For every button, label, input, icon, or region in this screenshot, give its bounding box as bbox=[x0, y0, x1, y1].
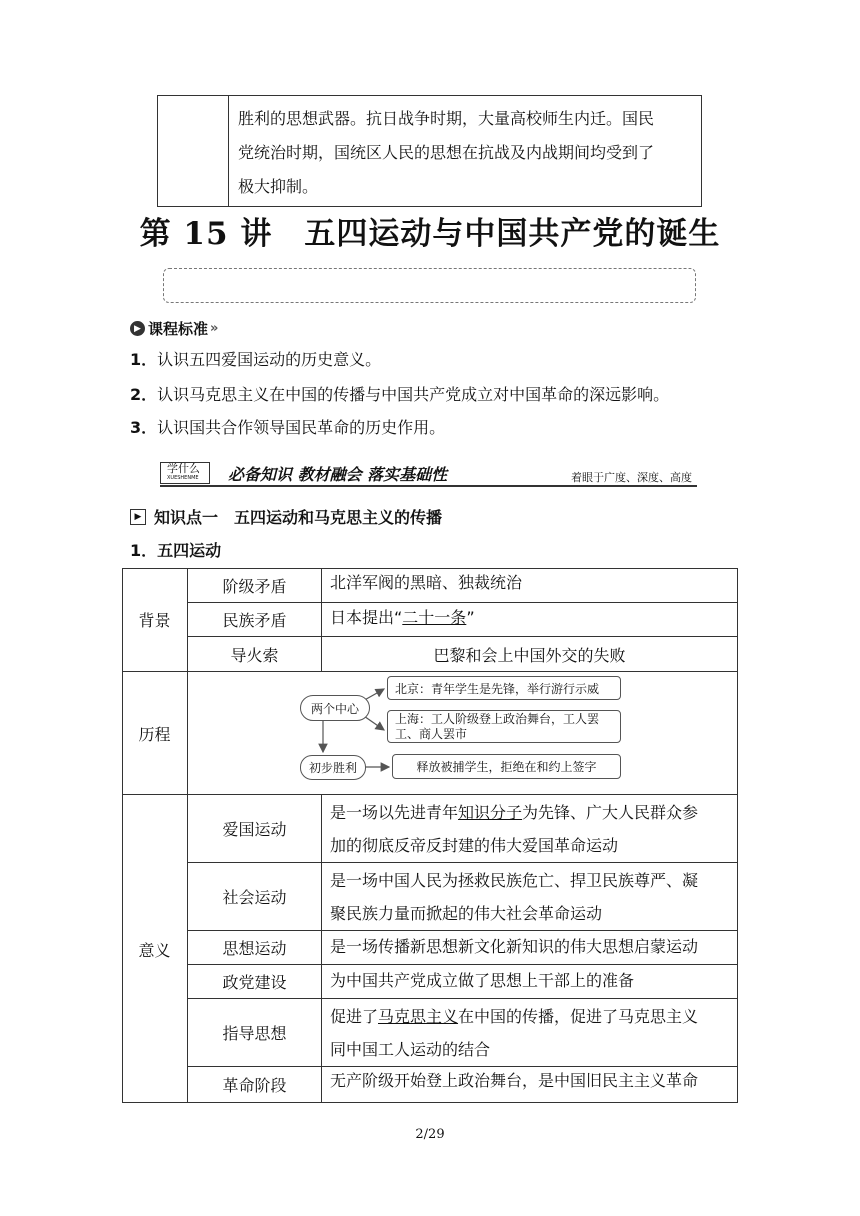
standards-heading-label: 课程标准 bbox=[148, 320, 209, 338]
value-text: ” bbox=[466, 608, 475, 627]
underlined-term: 马克思主义 bbox=[378, 1007, 459, 1026]
cell-key: 政党建设 bbox=[222, 973, 287, 992]
value-line bbox=[330, 1000, 729, 1033]
dashed-box bbox=[163, 268, 696, 303]
standards-heading bbox=[130, 318, 218, 339]
cell-key: 社会运动 bbox=[222, 888, 287, 907]
continuation-line: 极大抑制。 bbox=[238, 177, 319, 196]
node-beijing: 北京：青年学生是先锋，举行游行示威 bbox=[387, 676, 621, 700]
section-banner bbox=[160, 461, 697, 487]
underlined-term: 二十一条 bbox=[402, 608, 467, 627]
cell-key: 民族矛盾 bbox=[222, 611, 287, 630]
value-line bbox=[330, 796, 729, 829]
standard-item bbox=[130, 382, 669, 405]
value-text: 日本提出“ bbox=[330, 608, 403, 627]
shanghai-line: 上海：工人阶级登上政治舞台，工人罢 bbox=[395, 712, 600, 726]
value-line: 加的彻底反帝反封建的伟大爱国革命运动 bbox=[330, 836, 619, 855]
continuation-table bbox=[157, 95, 702, 207]
continuation-left-cell bbox=[158, 96, 229, 206]
knowledge-point-label: 知识点一 五四运动和马克思主义的传播 bbox=[154, 508, 443, 527]
cell-key: 思想运动 bbox=[222, 939, 287, 958]
standard-text: 认识五四爱国运动的历史意义。 bbox=[157, 350, 382, 369]
standard-item bbox=[130, 415, 445, 438]
cell-value bbox=[330, 603, 475, 636]
cell-value: 北洋军阀的黑暗、独裁统治 bbox=[330, 573, 523, 592]
underlined-term: 知识分子 bbox=[458, 803, 523, 822]
play-icon: ▶ bbox=[130, 321, 145, 336]
standard-number: 1． bbox=[130, 350, 158, 369]
value-line: 聚民族力量而掀起的伟大社会革命运动 bbox=[330, 904, 603, 923]
value-line: 是一场中国人民为拯救民族危亡、捍卫民族尊严、凝 bbox=[330, 871, 699, 890]
cell-value bbox=[322, 999, 737, 1066]
cell-key: 革命阶段 bbox=[222, 1076, 287, 1095]
standard-text: 认识马克思主义在中国的传播与中国共产党成立对中国革命的深远影响。 bbox=[157, 385, 670, 404]
banner-logo-text: 学什么 bbox=[167, 462, 200, 475]
cell-value bbox=[322, 795, 737, 862]
row-label-significance: 意义 bbox=[138, 940, 171, 960]
value-text: 促进了 bbox=[330, 1007, 379, 1026]
cell-key: 指导思想 bbox=[222, 1024, 287, 1043]
cell-key: 阶级矛盾 bbox=[222, 576, 287, 596]
shanghai-line: 工、商人罢市 bbox=[395, 727, 468, 741]
banner-logo-subtext: XUESHENME bbox=[167, 475, 199, 481]
value-line: 同中国工人运动的结合 bbox=[330, 1040, 491, 1059]
cell-value: 无产阶级开始登上政治舞台，是中国旧民主主义革命 bbox=[330, 1071, 699, 1090]
standard-number: 3． bbox=[130, 418, 158, 437]
section-heading: 1．五四运动 bbox=[130, 541, 222, 560]
cell-key: 爱国运动 bbox=[222, 820, 287, 839]
may-fourth-table bbox=[122, 568, 738, 1103]
banner-title: 必备知识 教材融会 落实基础性 bbox=[228, 465, 448, 484]
standard-number: 2． bbox=[130, 385, 158, 404]
cell-value: 是一场传播新思想新文化新知识的伟大思想启蒙运动 bbox=[330, 937, 699, 956]
cell-value: 巴黎和会上中国外交的失败 bbox=[433, 645, 626, 665]
page-number: 2/29 bbox=[415, 1127, 445, 1142]
triangle-icon: ▶ bbox=[130, 509, 146, 525]
lesson-title: 第 15 讲 五四运动与中国共产党的诞生 bbox=[139, 216, 721, 252]
cell-value bbox=[322, 863, 737, 930]
node-two-centers: 两个中心 bbox=[300, 695, 370, 721]
cell-key: 导火索 bbox=[230, 645, 279, 665]
standard-item bbox=[130, 347, 381, 370]
row-label-background: 背景 bbox=[138, 611, 171, 630]
value-text: 在中国的传播，促进了马克思主义 bbox=[458, 1007, 699, 1026]
value-text: 为先锋、广大人民群众参 bbox=[522, 803, 699, 822]
knowledge-point-heading bbox=[130, 505, 442, 528]
cell-value: 为中国共产党成立做了思想上干部上的准备 bbox=[330, 971, 635, 990]
node-initial-victory: 初步胜利 bbox=[300, 755, 366, 780]
row-label-process: 历程 bbox=[138, 724, 171, 744]
continuation-text bbox=[238, 102, 698, 204]
banner-logo bbox=[160, 462, 210, 484]
value-text: 是一场以先进青年 bbox=[330, 803, 459, 822]
node-victory-result: 释放被捕学生，拒绝在和约上签字 bbox=[392, 754, 621, 779]
standard-text: 认识国共合作领导国民革命的历史作用。 bbox=[157, 418, 446, 437]
node-shanghai bbox=[387, 710, 621, 743]
double-chevron-icon: » bbox=[210, 321, 219, 336]
continuation-line: 党统治时期，国统区人民的思想在抗战及内战期间均受到了 bbox=[238, 143, 655, 162]
continuation-line: 胜利的思想武器。抗日战争时期，大量高校师生内迁。国民 bbox=[238, 109, 655, 128]
banner-subtitle: 着眼于广度、深度、高度 bbox=[571, 471, 692, 484]
